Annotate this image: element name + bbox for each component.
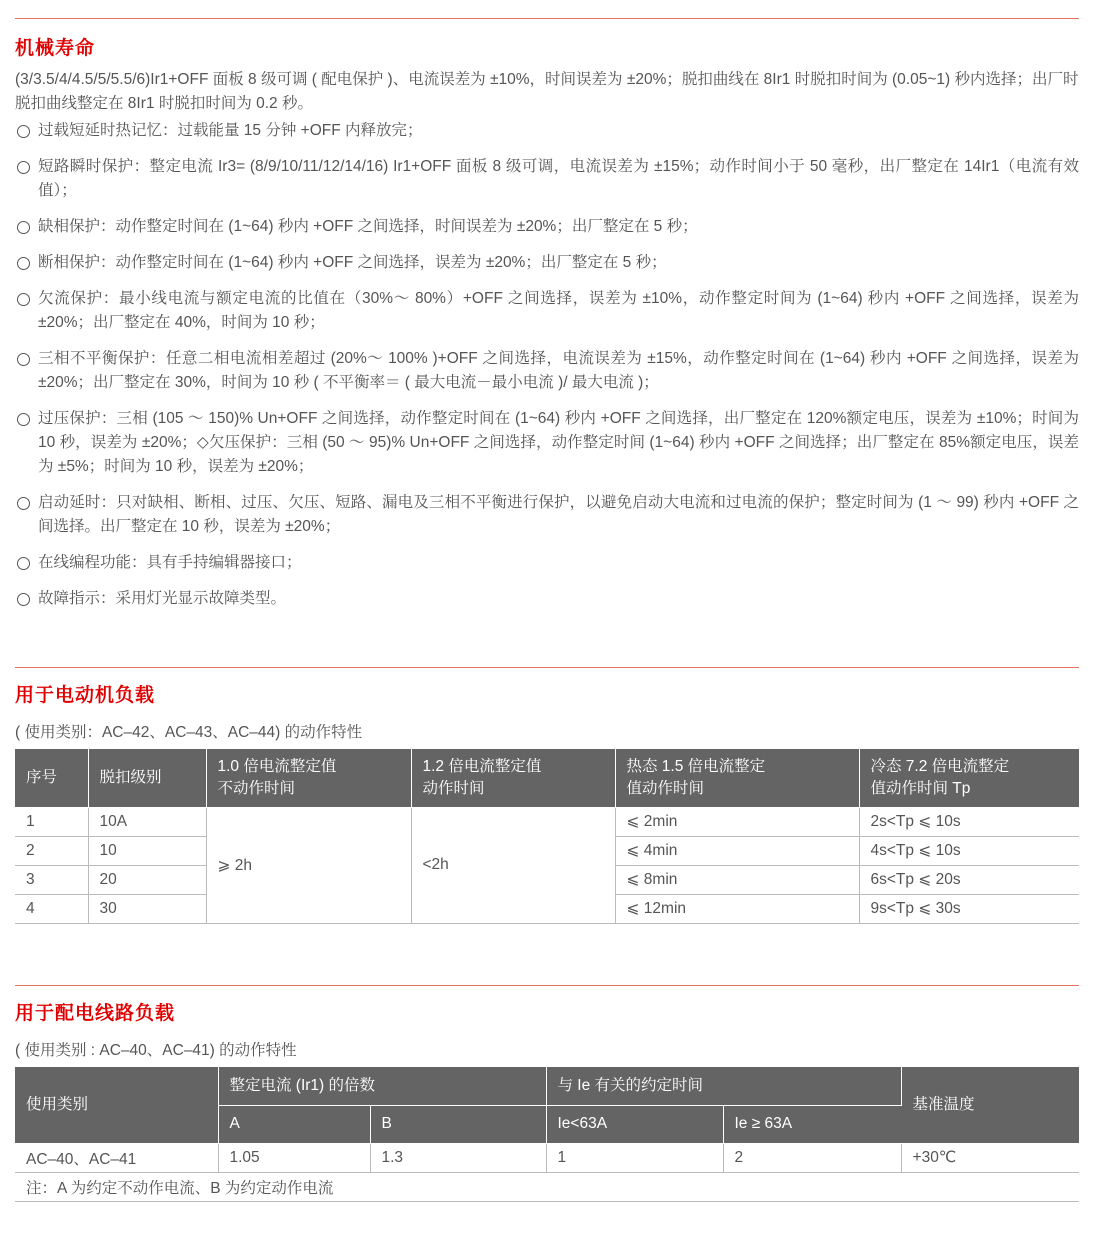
top-rule — [15, 18, 1079, 19]
distribution-table-caption: ( 使用类别 : AC–40、AC–41) 的动作特性 — [15, 1042, 297, 1059]
section-title-motor-load: 用于电动机负载 — [15, 685, 156, 706]
table-row: AC–40、AC–41 1.05 1.3 1 2 +30℃ — [15, 1143, 1079, 1172]
section-title-distribution-load: 用于配电线路负载 — [15, 1003, 176, 1024]
table-note-row — [15, 1172, 1079, 1201]
header-1-0x: 1.0 倍电流整定值 不动作时间 — [206, 749, 411, 807]
header-category: 使用类别 — [15, 1067, 218, 1143]
header-trip-class: 脱扣级别 — [88, 749, 206, 807]
list-item: 短路瞬时保护：整定电流 Ir3= (8/9/10/11/12/14/16) Ir1+OFF 面板 8 级可调，电流误差为 ±15%；动作时间小于 50 毫秒，出厂整定在 14Ir1（电流有效值）； — [15, 155, 1079, 203]
list-item: 过压保护：三相 (105 ～ 150)% Un+OFF 之间选择，动作整定时间在 (1~64) 秒内 +OFF 之间选择，出厂整定在 120%额定电压，误差为 ±10%；时间为 10 秒，误差为 ±20%；◇欠压保护：三相 (50 ～ 95)% Un+OFF 之间选择，动作整定时间 (1~64) 秒内 +OFF 之间选择；出厂整定在 85%额定电压，误差为 ±5%；时间为 10 秒，误差为 ±20%； — [15, 407, 1079, 479]
list-item: 在线编程功能：具有手持编辑器接口； — [15, 551, 1079, 575]
header-ie-lt-63: Ie<63A — [546, 1105, 723, 1143]
non-trip-time: ⩾ 2h — [206, 807, 411, 923]
motor-characteristics-table — [15, 749, 1079, 924]
header-1-2x: 1.2 倍电流整定值 动作时间 — [411, 749, 615, 807]
motor-table-caption: ( 使用类别：AC–42、AC–43、AC–44) 的动作特性 — [15, 724, 363, 741]
circle-bullet-icon — [17, 557, 30, 570]
list-item: 缺相保护：动作整定时间在 (1~64) 秒内 +OFF 之间选择，时间误差为 ±20%；出厂整定在 5 秒； — [15, 215, 1079, 239]
list-item: 故障指示：采用灯光显示故障类型。 — [15, 587, 1079, 611]
header-b: B — [370, 1105, 546, 1143]
section-rule — [15, 667, 1079, 668]
section-title-mechanical-life: 机械寿命 — [15, 38, 96, 59]
table-note: 注：A 为约定不动作电流、B 为约定动作电流 — [15, 1172, 1079, 1201]
header-ref-temp: 基准温度 — [901, 1067, 1079, 1143]
list-item: 欠流保护：最小线电流与额定电流的比值在（30%～ 80%）+OFF 之间选择，误差为 ±10%，动作整定时间为 (1~64) 秒内 +OFF 之间选择，误差为 ±20%；出厂整定在 40%，时间为 10 秒； — [15, 287, 1079, 335]
header-no: 序号 — [15, 749, 88, 807]
circle-bullet-icon — [17, 353, 30, 366]
table-row: 4 30 ⩽ 12min 9s<Tp ⩽ 30s — [15, 894, 1079, 923]
header-a: A — [218, 1105, 370, 1143]
header-multiple: 整定电流 (Ir1) 的倍数 — [218, 1067, 546, 1105]
list-item: 启动延时：只对缺相、断相、过压、欠压、短路、漏电及三相不平衡进行保护，以避免启动大电流和过电流的保护；整定时间为 (1 ～ 99) 秒内 +OFF 之间选择。出厂整定在 10 秒，误差为 ±20%； — [15, 491, 1079, 539]
table-row: 1 10A ⩾ 2h <2h ⩽ 2min 2s<Tp ⩽ 10s — [15, 807, 1079, 836]
circle-bullet-icon — [17, 593, 30, 606]
circle-bullet-icon — [17, 257, 30, 270]
header-hot-1-5x: 热态 1.5 倍电流整定 值动作时间 — [615, 749, 859, 807]
distribution-characteristics-table — [15, 1067, 1079, 1202]
circle-bullet-icon — [17, 497, 30, 510]
protection-list — [15, 119, 1079, 611]
header-cold-7-2x: 冷态 7.2 倍电流整定 值动作时间 Tp — [859, 749, 1079, 807]
list-item: 三相不平衡保护：任意二相电流相差超过 (20%～ 100% )+OFF 之间选择，电流误差为 ±15%，动作整定时间在 (1~64) 秒内 +OFF 之间选择，误差为 ±20%；出厂整定在 30%，时间为 10 秒 ( 不平衡率＝ ( 最大电流－最小电流 )/ 最大电流 )； — [15, 347, 1079, 395]
table-row: 2 10 ⩽ 4min 4s<Tp ⩽ 10s — [15, 836, 1079, 865]
table-row: 3 20 ⩽ 8min 6s<Tp ⩽ 20s — [15, 865, 1079, 894]
circle-bullet-icon — [17, 221, 30, 234]
section-rule — [15, 985, 1079, 986]
circle-bullet-icon — [17, 161, 30, 174]
circle-bullet-icon — [17, 125, 30, 138]
list-item: 断相保护：动作整定时间在 (1~64) 秒内 +OFF 之间选择，误差为 ±20%；出厂整定在 5 秒； — [15, 251, 1079, 275]
header-ie-ge-63: Ie ≥ 63A — [723, 1105, 901, 1143]
intro-paragraph: (3/3.5/4/4.5/5/5.5/6)Ir1+OFF 面板 8 级可调 ( 配电保护 )、电流误差为 ±10%，时间误差为 ±20%；脱扣曲线在 8Ir1 时脱扣时间为 (0.05~1) 秒内选择；出厂时脱扣曲线整定在 8Ir1 时脱扣时间为 0.2 秒。 — [15, 71, 1079, 112]
header-agreed-time: 与 Ie 有关的约定时间 — [546, 1067, 901, 1105]
list-item: 过载短延时热记忆：过载能量 15 分钟 +OFF 内释放完； — [15, 119, 1079, 143]
trip-time: <2h — [411, 807, 615, 923]
circle-bullet-icon — [17, 413, 30, 426]
circle-bullet-icon — [17, 293, 30, 306]
